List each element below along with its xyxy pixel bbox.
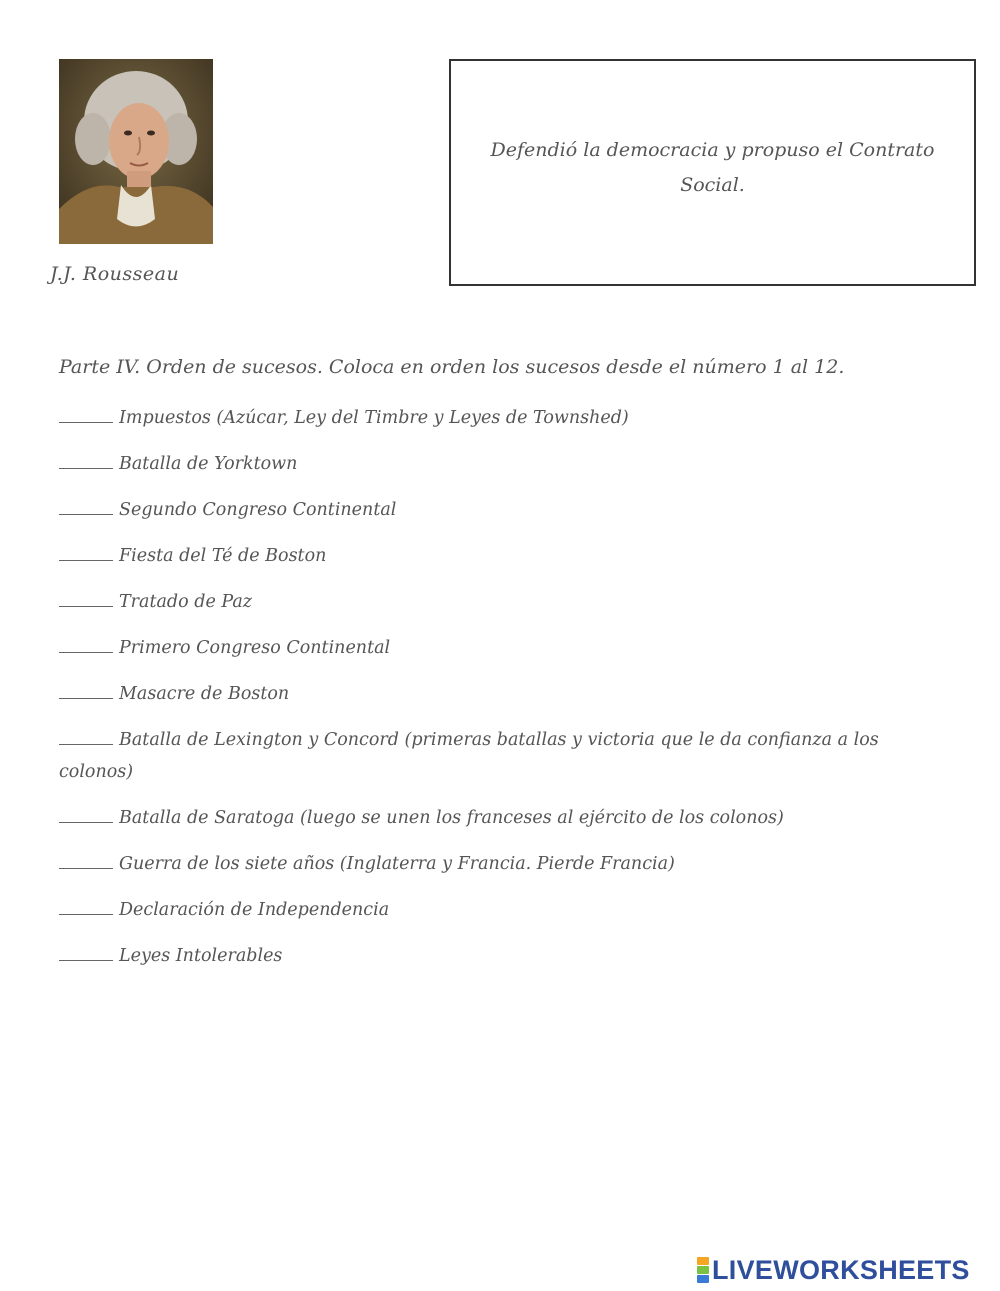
list-item (59, 402, 919, 434)
list-item (59, 940, 919, 972)
answer-blank[interactable] (59, 678, 113, 699)
list-item (59, 540, 919, 572)
list-item (59, 632, 919, 664)
brand-name: LIVEWORKSHEETS (712, 1254, 970, 1285)
event-label: Declaración de Independencia (119, 900, 390, 920)
list-item (59, 494, 919, 526)
answer-blank[interactable] (59, 540, 113, 561)
event-label: Primero Congreso Continental (119, 638, 391, 658)
answer-blank[interactable] (59, 848, 113, 869)
answer-blank[interactable] (59, 632, 113, 653)
list-item (59, 586, 919, 618)
event-label: Batalla de Yorktown (119, 454, 298, 474)
event-label: Batalla de Lexington y Concord (primeras batallas y victoria que le da confianza a los colonos) (59, 730, 879, 782)
answer-blank[interactable] (59, 802, 113, 823)
liveworksheets-brand[interactable] (697, 1255, 970, 1285)
answer-blank[interactable] (59, 894, 113, 915)
events-list (59, 402, 919, 986)
portrait-caption: J.J. Rousseau (50, 263, 180, 285)
event-label: Tratado de Paz (119, 592, 253, 612)
event-label: Leyes Intolerables (119, 946, 283, 966)
list-item (59, 678, 919, 710)
event-label: Fiesta del Té de Boston (119, 546, 327, 566)
list-item (59, 802, 919, 834)
answer-blank[interactable] (59, 448, 113, 469)
list-item (59, 724, 919, 788)
list-item (59, 894, 919, 926)
answer-blank[interactable] (59, 494, 113, 515)
list-item (59, 448, 919, 480)
event-label: Batalla de Saratoga (luego se unen los franceses al ejército de los colonos) (119, 808, 784, 828)
event-label: Segundo Congreso Continental (119, 500, 397, 520)
section-title: Parte IV. Orden de sucesos. Coloca en orden los sucesos desde el número 1 al 12. (59, 356, 845, 378)
liveworksheets-logo-icon (697, 1257, 709, 1283)
answer-blank[interactable] (59, 586, 113, 607)
rousseau-portrait (59, 59, 213, 244)
event-label: Masacre de Boston (119, 684, 290, 704)
event-label: Guerra de los siete años (Inglaterra y Francia. Pierde Francia) (119, 854, 675, 874)
description-box[interactable] (449, 59, 976, 286)
event-label: Impuestos (Azúcar, Ley del Timbre y Leyes de Townshed) (119, 408, 629, 428)
answer-blank[interactable] (59, 402, 113, 423)
answer-blank[interactable] (59, 940, 113, 961)
answer-blank[interactable] (59, 724, 113, 745)
description-text: Defendió la democracia y propuso el Contrato Social. (490, 139, 935, 196)
list-item (59, 848, 919, 880)
